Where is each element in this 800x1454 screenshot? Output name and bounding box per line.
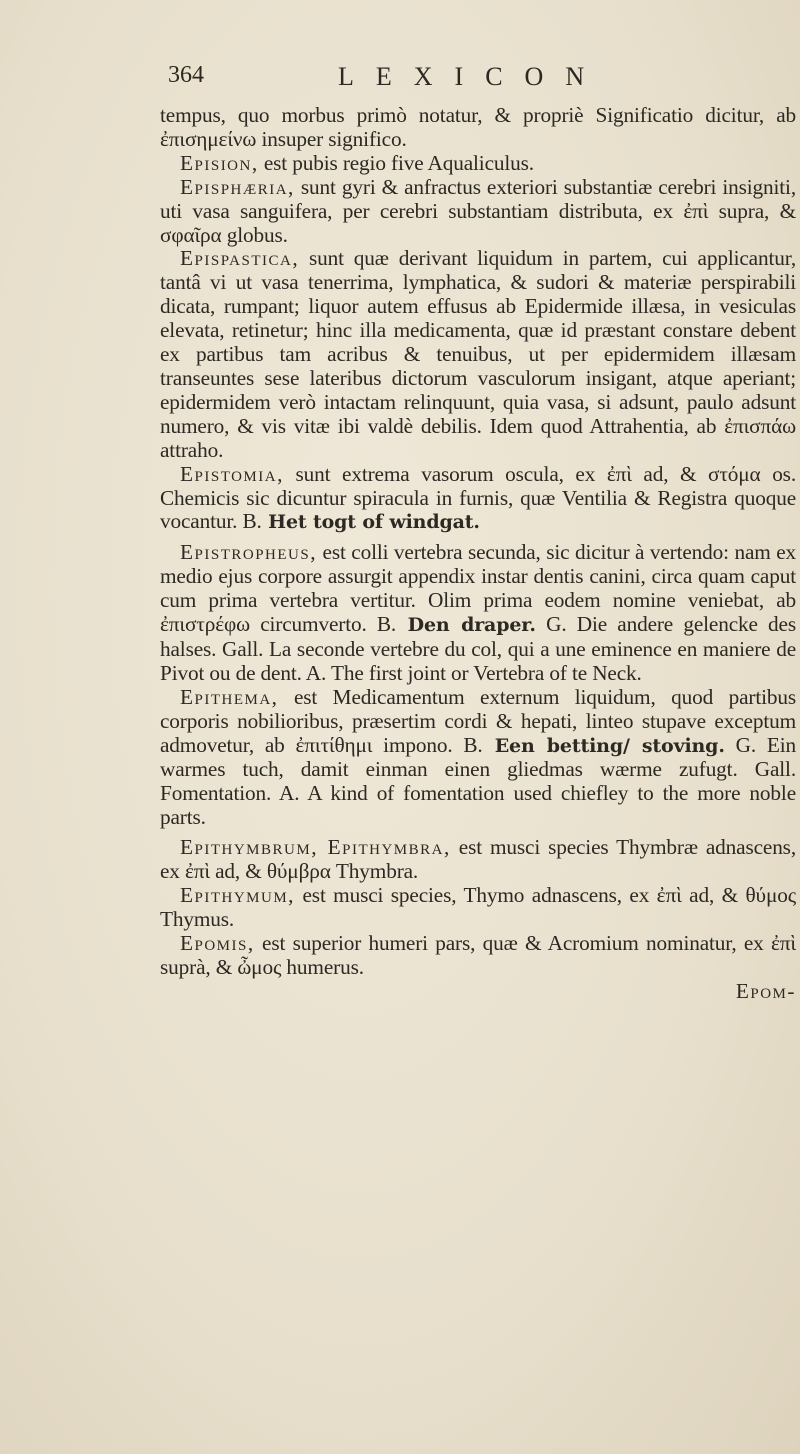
entry-body-tail: G. Ein warmes tuch, damit einman einen gliedmas wærme zufugt. Gall. Fomentation. A. A kind of fomentation used chiefley to the more noble parts. bbox=[160, 732, 796, 830]
running-head: LEXICON bbox=[338, 62, 607, 91]
entry-headword: Epomis, bbox=[180, 930, 255, 955]
entry-body: est musci species Thymbræ adnascens, ex ἐπὶ ad, & θύμβρα Thymbra. bbox=[160, 835, 796, 884]
entry-headword: Epistomia, bbox=[180, 461, 284, 486]
entry-headword: Epistropheus, bbox=[180, 540, 318, 565]
entry-epithema bbox=[160, 686, 796, 830]
catchword: Epom- bbox=[735, 978, 796, 1003]
entry-body: est superior humeri pars, quæ & Acromium nominatur, ex ἐπὶ suprà, & ὦμος humerus. bbox=[160, 930, 796, 979]
entry-epomis bbox=[160, 932, 796, 980]
entry-body: est pubis regio five Aqualiculus. bbox=[258, 150, 534, 175]
entry-headword: Epithymbrum, Epithymbra, bbox=[180, 835, 451, 860]
entry-dutch-gloss: Een betting/ stoving. bbox=[482, 734, 725, 757]
entry-dutch-gloss: Den draper. bbox=[396, 614, 536, 637]
entry-body: est colli vertebra secunda, sic dicitur à vertendo: nam ex medio ejus corpore assurgit appendix instar dentis canini, circa quam caput cum prima vertebra vertitur. Olim prima eodem nomine veniebat, ab ἐπιστρέφω circumverto. B. bbox=[160, 540, 796, 637]
entry-body: est Medicamentum externum liquidum, quod partibus corporis nobilioribus, præsertim cordi & hepati, linteo stupave exceptum admovetur, ab ἐπιτίθημι impono. B. bbox=[160, 684, 796, 757]
entry-epistropheus bbox=[160, 541, 796, 685]
entry-body: est musci species, Thymo adnascens, ex ἐπὶ ad, & θύμος Thymus. bbox=[160, 883, 796, 931]
entry-epispastica bbox=[160, 247, 796, 462]
entry-body: sunt extrema vasorum oscula, ex ἐπὶ ad, & στόμα os. Chemicis sic dicuntur spiracula in furnis, quæ Ventilia & Registra quoque vocantur. B. bbox=[160, 461, 796, 534]
entry-epithymum bbox=[160, 884, 796, 932]
entry-headword: Epithymum, bbox=[180, 883, 296, 907]
page-header bbox=[168, 62, 628, 94]
entry-dutch-gloss: Het togt of windgat. bbox=[261, 511, 480, 534]
entry-headword: Epithema, bbox=[180, 684, 279, 709]
entry-epistomia bbox=[160, 463, 796, 536]
entry-headword: Epispastica, bbox=[180, 246, 300, 271]
entry-headword: Episphæria, bbox=[180, 174, 295, 199]
page-number: 364 bbox=[168, 62, 204, 88]
entry-episphaeria bbox=[160, 176, 796, 248]
entry-body: sunt gyri & anfractus exteriori substantiæ cerebri insigniti, uti vasa sanguifera, per cerebri substantiam distributa, ex ἐπὶ supra, & σφαῖρα globus. bbox=[160, 174, 796, 247]
entry-continuation: tempus, quo morbus primò notatur, & propriè Significatio dicitur, ab ἐπισημείνω insuper significo. bbox=[160, 103, 796, 151]
entry-epithymbrum bbox=[160, 836, 796, 884]
entry-body-tail: G. Die andere gelencke des halses. Gall. La seconde vertebre du col, qui a une eminence en maniere de Pivot ou de dent. A. The first joint or Vertebra of te Neck. bbox=[160, 612, 796, 685]
entry-headword: Epision, bbox=[180, 150, 259, 175]
entry-epision bbox=[160, 152, 796, 176]
entry-body: sunt quæ derivant liquidum in partem, cui applicantur, tantâ vi ut vasa tenerrima, lymphatica, & sudori & materiæ perspirabili dicata, rumpant; liquor autem effusus ab Epidermide illæsa, in vesiculas elevata, retinetur; hinc illa medicamenta, quæ id præstant constare debent ex partibus tam acribus & tenuibus, ut per epidermidem illæsam transeuntes sese lateribus dictorum vasculorum insigant, atque aperiant; epidermidem verò intactam relinquunt, quia vasa, si adsunt, paulo adsunt numero, & vis vitæ ibi valdè debilis. Idem quod Attrahentia, ab ἐπισπάω attraho. bbox=[160, 246, 796, 462]
dictionary-text bbox=[160, 104, 796, 1004]
